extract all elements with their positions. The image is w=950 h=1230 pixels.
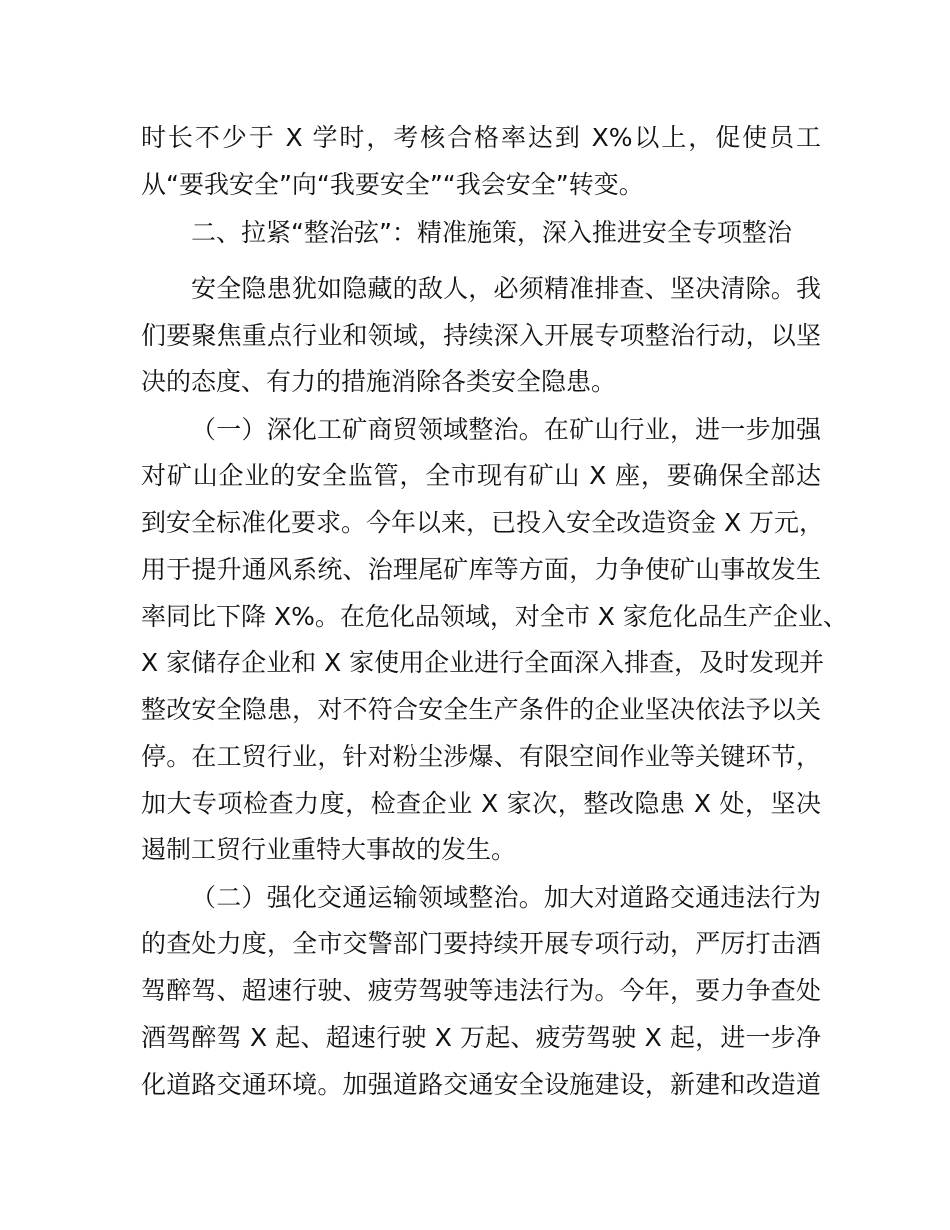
text-line: 对矿山企业的安全监管，全市现有矿山 X 座，要确保全部达 <box>141 461 821 490</box>
text-line: 率同比下降 X%。在危化品领域，对全市 X 家危化品生产企业、 <box>141 602 848 631</box>
text-line: 酒驾醉驾 X 起、超速行驶 X 万起、疲劳驾驶 X 起，进一步净 <box>141 1023 821 1052</box>
text-line: 化道路交通环境。加强道路交通安全设施建设，新建和改造道 <box>141 1070 821 1099</box>
text-line: 到安全标准化要求。今年以来，已投入安全改造资金 X 万元， <box>141 508 825 537</box>
text-line: 加大专项检查力度，检查企业 X 家次，整改隐患 X 处，坚决 <box>141 789 821 818</box>
text-line: 的查处力度，全市交警部门要持续开展专项行动，严厉打击酒 <box>141 929 821 958</box>
text-line: 用于提升通风系统、治理尾矿库等方面，力争使矿山事故发生 <box>141 555 821 584</box>
text-line: X 家储存企业和 X 家使用企业进行全面深入排查，及时发现并 <box>141 648 825 677</box>
subsection-heading-line: （一）深化工矿商贸领域整治。在矿山行业，进一步加强 <box>191 415 821 444</box>
text-line: 整改安全隐患，对不符合安全生产条件的企业坚决依法予以关 <box>141 695 821 724</box>
text-line: 们要聚焦重点行业和领域，持续深入开展专项整治行动，以坚 <box>141 321 821 350</box>
text-line: 停。在工贸行业，针对粉尘涉爆、有限空间作业等关键环节， <box>141 742 821 771</box>
paragraph-first-line: 安全隐患犹如隐藏的敌人，必须精准排查、坚决清除。我 <box>191 274 821 303</box>
text-line: 驾醉驾、超速行驶、疲劳驾驶等违法行为。今年，要力争查处 <box>141 976 821 1005</box>
text-line: 从“要我安全”向“我要安全”“我会安全”转变。 <box>141 170 644 199</box>
text-line: 时长不少于 X 学时，考核合格率达到 X%以上，促使员工 <box>141 123 821 152</box>
text-line: 决的态度、有力的措施消除各类安全隐患。 <box>141 367 617 396</box>
subsection-heading-line: （二）强化交通运输领域整治。加大对道路交通违法行为 <box>191 883 821 912</box>
text-line: 遏制工贸行业重特大事故的发生。 <box>141 835 517 864</box>
section-heading: 二、拉紧“整治弦”：精准施策，深入推进安全专项整治 <box>191 218 792 247</box>
